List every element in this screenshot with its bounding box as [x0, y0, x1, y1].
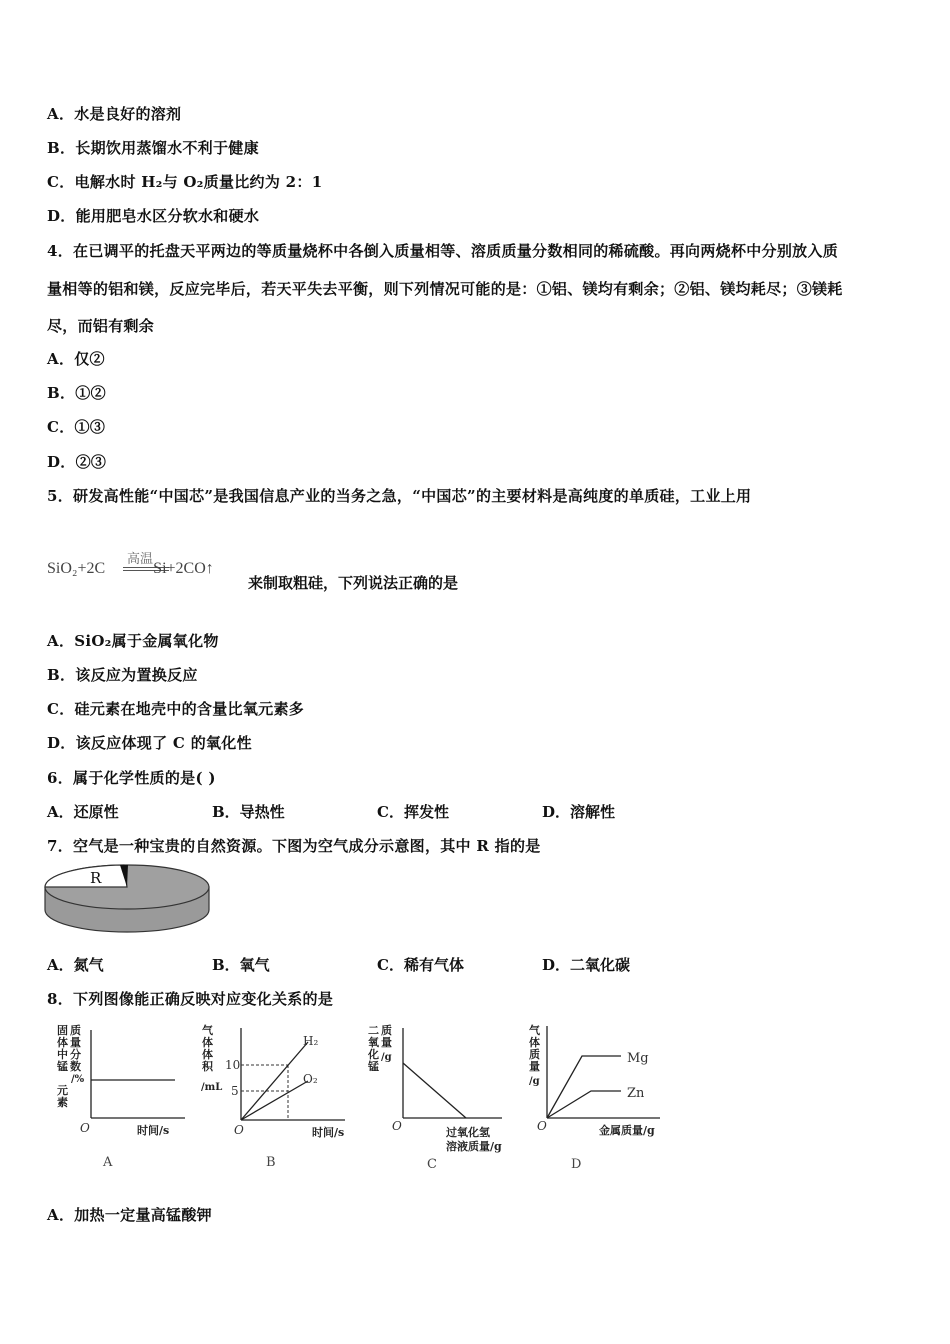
- graph-b: [195, 1020, 360, 1180]
- graph-b-caption: B: [266, 1155, 276, 1170]
- graph-b-tick-5: 5: [231, 1084, 239, 1098]
- q6-option-c: C．挥发性: [377, 803, 449, 821]
- graph-b-origin: O: [234, 1123, 244, 1137]
- q6-option-a: A．还原性: [47, 803, 119, 821]
- q3-option-a: A．水是良好的溶剂: [47, 105, 182, 123]
- graph-a-ylabel2-char: 数: [70, 1060, 81, 1073]
- q5-stem: 5．研发高性能“中国芯”是我国信息产业的当务之急，“中国芯”的主要材料是高纯度的单质硅，工业上用: [47, 487, 752, 505]
- q5-option-d: D．该反应体现了 C 的氧化性: [47, 734, 252, 752]
- graph-b-ylabel-char: 积: [202, 1060, 213, 1073]
- pie-label-r: R: [90, 869, 102, 887]
- graph-b-tick-10: 10: [225, 1058, 241, 1072]
- graph-d-label-zn: Zn: [627, 1086, 645, 1101]
- graph-d-label-mg: Mg: [627, 1051, 649, 1066]
- graph-b-ylabel-char: 气: [202, 1024, 213, 1037]
- graph-a-ylabel2-char: 分: [70, 1048, 81, 1061]
- graph-c-xlabel-line2: 溶液质量/g: [446, 1140, 502, 1153]
- graph-d-ylabel-char: 气: [529, 1024, 540, 1037]
- graph-c-caption: C: [427, 1157, 437, 1172]
- graph-a-ylabel-char: 锰: [57, 1060, 68, 1073]
- graph-a-ylabel2-char: 量: [70, 1036, 81, 1049]
- graph-c-ylabel-char: 氧: [368, 1036, 379, 1049]
- graph-a-ylabel-char: 固: [57, 1024, 68, 1037]
- q6-option-d: D．溶解性: [542, 803, 616, 821]
- graph-a-ylabel-char: 体: [57, 1036, 68, 1049]
- graph-b-label-o2: O₂: [303, 1072, 318, 1086]
- graph-c-ylabel-char: 锰: [368, 1060, 379, 1073]
- q7-stem: 7．空气是一种宝贵的自然资源。下图为空气成分示意图，其中 R 指的是: [47, 837, 541, 855]
- graph-c-ylabel2-unit: /g: [381, 1052, 392, 1063]
- graph-a-caption: A: [103, 1155, 113, 1170]
- q6-stem: 6．属于化学性质的是( ): [47, 769, 216, 787]
- q5-option-a: A．SiO₂属于金属氧化物: [47, 632, 219, 650]
- q5-option-c: C．硅元素在地壳中的含量比氧元素多: [47, 700, 305, 718]
- q3-option-b: B．长期饮用蒸馏水不利于健康: [47, 139, 259, 157]
- q3-option-d: D．能用肥皂水区分软水和硬水: [47, 207, 260, 225]
- graph-d-origin: O: [537, 1119, 547, 1133]
- graph-a-xlabel: 时间/s: [137, 1124, 170, 1137]
- graph-a-ylabel-char: 素: [57, 1096, 68, 1109]
- graph-a-origin: O: [80, 1121, 90, 1135]
- graph-c-origin: O: [392, 1119, 402, 1133]
- q4-option-a: A．仅②: [47, 350, 105, 368]
- equation-condition: 高温: [127, 551, 154, 566]
- q4-stem-line1: 4．在已调平的托盘天平两边的等质量烧杯中各倒入质量相等、溶质质量分数相同的稀硫酸。再向两烧杯中分别放入质: [47, 242, 839, 260]
- graph-c-series-line: [403, 1063, 466, 1118]
- graph-b-series-o2: [241, 1081, 308, 1120]
- q7-option-d: D．二氧化碳: [542, 956, 631, 974]
- graph-a-ylabel-char: 中: [57, 1048, 68, 1061]
- graph-a: [45, 1020, 195, 1180]
- graph-c: [362, 1020, 527, 1180]
- chemical-equation: [47, 548, 247, 588]
- q8-stem: 8．下列图像能正确反映对应变化关系的是: [47, 990, 334, 1008]
- graph-a-ylabel-char: 元: [57, 1084, 68, 1097]
- equation-left: SiO₂+2C: [47, 560, 106, 577]
- graph-b-series-h2: [241, 1042, 308, 1120]
- graph-d-caption: D: [571, 1157, 582, 1172]
- q7-option-c: C．稀有气体: [377, 956, 464, 974]
- q7-option-b: B．氧气: [212, 956, 270, 974]
- graph-d-ylabel-char: 体: [529, 1036, 540, 1049]
- graph-d-series-mg: [547, 1056, 621, 1118]
- air-composition-pie-chart: [40, 860, 220, 950]
- graph-d: [525, 1020, 690, 1180]
- q4-option-b: B．①②: [47, 384, 106, 402]
- q4-stem-line2: 量相等的铝和镁，反应完毕后，若天平失去平衡，则下列情况可能的是：①铝、镁均有剩余；②铝、镁均耗尽；③镁耗: [47, 280, 843, 298]
- graph-d-ylabel-unit: /g: [529, 1076, 540, 1087]
- graph-d-ylabel-char: 质: [529, 1048, 540, 1061]
- graph-d-series-zn: [547, 1091, 621, 1118]
- q5-equation-tail: 来制取粗硅，下列说法正确的是: [248, 574, 459, 592]
- graph-d-xlabel: 金属质量/g: [599, 1124, 655, 1137]
- graph-b-ylabel-unit: /mL: [201, 1082, 223, 1093]
- graph-c-ylabel-char: 化: [368, 1048, 379, 1061]
- graph-d-ylabel-char: 量: [529, 1060, 540, 1073]
- graph-b-ylabel-char: 体: [202, 1048, 213, 1061]
- pie-sector-r: [45, 865, 127, 887]
- graph-b-xlabel: 时间/s: [312, 1126, 345, 1139]
- q4-option-c: C．①③: [47, 418, 106, 436]
- graph-c-xlabel-line1: 过氧化氢: [446, 1126, 490, 1139]
- q6-option-b: B．导热性: [212, 803, 285, 821]
- equation-right: Si+2CO↑: [153, 560, 214, 577]
- q3-option-c: C．电解水时 H₂与 O₂质量比约为 2：1: [47, 173, 323, 191]
- q5-option-b: B．该反应为置换反应: [47, 666, 198, 684]
- graph-a-ylabel2-unit: /%: [71, 1074, 85, 1085]
- graph-b-ylabel-char: 体: [202, 1036, 213, 1049]
- graph-c-ylabel-char: 二: [368, 1024, 379, 1037]
- graph-a-ylabel2-char: 质: [70, 1024, 81, 1037]
- graph-c-ylabel2-char: 量: [381, 1036, 392, 1049]
- q4-stem-line3: 尽，而铝有剩余: [47, 317, 155, 335]
- q4-option-d: D．②③: [47, 453, 107, 471]
- q7-option-a: A．氮气: [47, 956, 104, 974]
- q8-option-a: A．加热一定量高锰酸钾: [47, 1206, 212, 1224]
- graph-b-label-h2: H₂: [303, 1034, 319, 1048]
- graph-c-ylabel2-char: 质: [381, 1024, 392, 1037]
